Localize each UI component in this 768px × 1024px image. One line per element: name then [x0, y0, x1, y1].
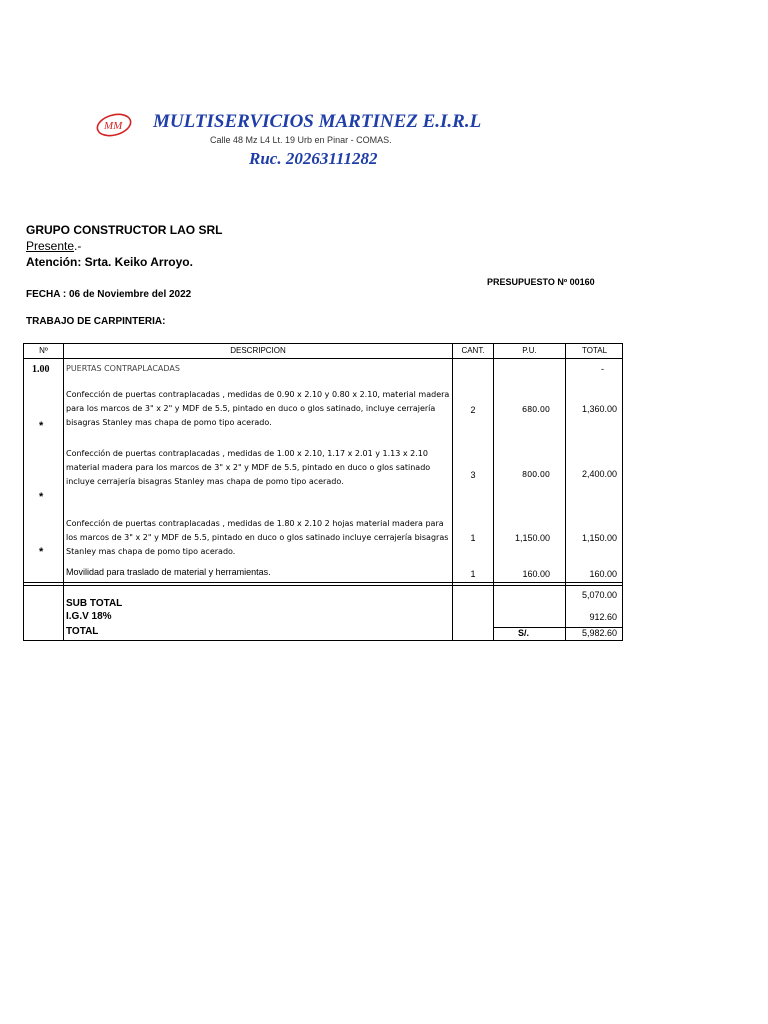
header-description: DESCRIPCION — [230, 346, 286, 355]
client-name: GRUPO CONSTRUCTOR LAO SRL — [26, 223, 223, 237]
subtotal-value: 5,070.00 — [581, 590, 617, 600]
row-qty: 3 — [470, 470, 476, 480]
row-total: 1,150.00 — [581, 533, 617, 543]
header-unit-price: P.U. — [522, 346, 537, 355]
header-no: Nº — [39, 346, 48, 355]
company-address: Calle 48 Mz L4 Lt. 19 Urb en Pinar - COMAS. — [210, 135, 392, 145]
igv-value: 912.60 — [589, 612, 617, 622]
row-marker: * — [39, 491, 44, 503]
total-value: 5,982.60 — [581, 628, 617, 638]
row-total: 1,360.00 — [581, 404, 617, 414]
row-unit-price: 1,150.00 — [514, 533, 550, 543]
attention-line: Atención: Srta. Keiko Arroyo. — [26, 255, 193, 269]
items-summary-divider — [24, 582, 622, 583]
header-total: TOTAL — [581, 346, 608, 355]
presente-word: Presente — [26, 239, 75, 253]
subtotal-label: SUB TOTAL — [66, 598, 123, 609]
presente-suffix: .- — [74, 239, 82, 253]
row-qty: 1 — [470, 533, 476, 543]
row-unit-price: 680.00 — [522, 405, 550, 414]
quote-number: PRESUPUESTO Nº 00160 — [487, 277, 595, 287]
company-logo — [95, 112, 133, 138]
column-divider — [452, 344, 453, 640]
work-type: TRABAJO DE CARPINTERIA: — [26, 316, 166, 327]
column-divider — [63, 344, 64, 640]
row-unit-price: 800.00 — [522, 470, 550, 479]
row-description: Confección de puertas contraplacadas , medidas de 0.90 x 2.10 y 0.80 x 2.10, material madera para los marcos de 3" x 2" y MDF de 5.5, pintado en duco o glos satinado, incluye cerrajería bisagras Stanley mas chapa de pomo tipo acerado. — [66, 390, 450, 427]
row-total: 160.00 — [589, 569, 617, 579]
header-qty: CANT. — [461, 346, 485, 355]
section-total: - — [601, 364, 604, 374]
row-total: 2,400.00 — [581, 469, 617, 479]
logo-text: MM — [104, 120, 123, 132]
total-label: TOTAL — [66, 626, 99, 637]
currency-symbol: S/. — [518, 628, 530, 638]
items-table — [23, 343, 623, 641]
presente-line — [26, 239, 81, 253]
row-qty: 1 — [470, 569, 476, 579]
column-divider — [493, 344, 494, 640]
row-description: Movilidad para traslado de material y herramientas. — [66, 567, 271, 577]
row-marker: * — [39, 546, 44, 558]
section-number: 1.00 — [32, 364, 50, 375]
row-marker: * — [39, 420, 44, 432]
company-name: MULTISERVICIOS MARTINEZ E.I.R.L — [153, 111, 482, 132]
row-description: Confección de puertas contraplacadas , medidas de 1.80 x 2.10 2 hojas material madera para los marcos de 3" x 2" y MDF de 5.5, pintado en duco o glos satinado incluye cerrajería bisagras Stanley mas chapa de pomo tipo acerado. — [66, 519, 449, 556]
company-ruc: Ruc. 20263111282 — [249, 149, 378, 168]
items-summary-divider — [24, 585, 622, 586]
header-divider — [24, 358, 622, 359]
row-unit-price: 160.00 — [522, 569, 550, 579]
row-description: Confección de puertas contraplacadas , medidas de 1.00 x 2.10, 1.17 x 2.01 y 1.13 x 2.10 material madera para los marcos de 3" x 2" y MDF de 5.5, pintado en duco o glos satinado incluye cerrajería bisagras Stanley mas chapa de pomo tipo acerado. — [66, 449, 431, 486]
quote-date: FECHA : 06 de Noviembre del 2022 — [26, 289, 192, 300]
row-qty: 2 — [470, 405, 476, 415]
section-title: PUERTAS CONTRAPLACADAS — [66, 364, 180, 373]
igv-label: I.G.V 18% — [66, 611, 112, 622]
